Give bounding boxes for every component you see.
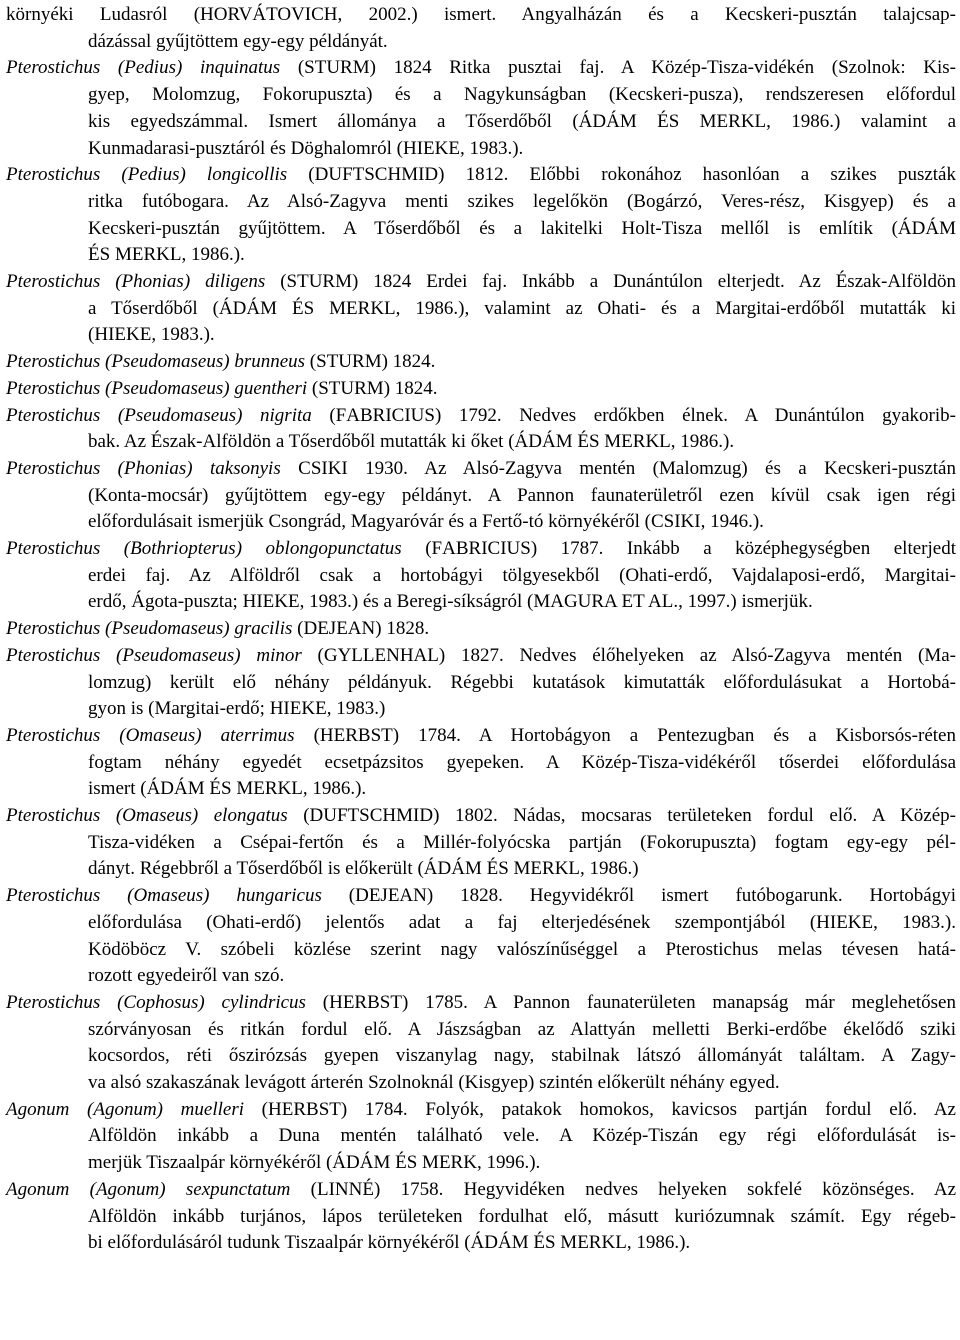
line-text: ) 1828. <box>375 618 430 640</box>
author-name: ERKL <box>716 110 767 132</box>
line-text: , 1946.). <box>700 511 764 533</box>
author-name: INNÉ <box>328 1178 374 1200</box>
author-name: DÁM ÉS <box>592 110 680 132</box>
species-name: Pterostichus (Phonias) taksonyis <box>6 457 281 479</box>
text-line <box>88 1231 956 1255</box>
text-line <box>6 804 956 828</box>
text-line <box>88 1151 956 1175</box>
species-name: Pterostichus (Pedius) longicollis <box>6 164 288 186</box>
text-line <box>88 30 956 54</box>
line-text: É <box>88 244 100 266</box>
entry-text <box>6 725 334 746</box>
text-line <box>88 484 956 508</box>
text-line <box>88 1071 956 1095</box>
text-line <box>6 350 956 374</box>
text-line <box>88 137 956 161</box>
line-text: (S <box>305 351 327 373</box>
line-text: (L <box>290 1178 329 1200</box>
author-name: ERKL <box>530 858 581 880</box>
text-line <box>88 777 956 801</box>
text-line <box>6 1178 956 1202</box>
line-text: (Konta-mocsár) gyűjtöttem egy-egy példányt. A Pannon faunaterületről ezen kívül csak igen régi <box>88 484 956 506</box>
text-line <box>6 724 956 748</box>
text-line <box>88 911 956 935</box>
line-text: , 1986.) valamint a <box>766 110 957 132</box>
text-line <box>6 644 956 668</box>
author-name: TURM <box>297 271 353 292</box>
line-text: , 1986.). <box>302 778 367 800</box>
line-text: , 1996.). <box>476 1152 541 1174</box>
line-text: (D <box>287 164 329 186</box>
entry-text <box>6 405 346 426</box>
species-name: Agonum (Agonum) sexpunctatum <box>6 1178 291 1200</box>
entry-text <box>6 538 442 559</box>
species-name: Pterostichus (Pedius) inquinatus <box>6 57 281 79</box>
line-text: (H <box>305 991 343 1013</box>
line-text: C <box>280 457 311 479</box>
line-text: M <box>679 110 717 132</box>
text-line <box>6 3 956 27</box>
author-name: DÁM ÉS <box>528 431 600 453</box>
line-text: ) 1802. Nádas, mocsaras területeken fordul elő. A Közép- <box>433 805 956 826</box>
line-text: , 1986.). <box>670 431 735 453</box>
entry-text <box>6 618 317 639</box>
line-text: ., 1997.) ismerjük. <box>673 591 813 613</box>
author-name: IEKE <box>256 591 300 613</box>
text-line <box>6 377 956 401</box>
text-line <box>88 430 956 454</box>
line-text: , 1983.) és a Beregi-síkságról (M <box>299 591 551 613</box>
author-name: IEKE <box>416 137 460 159</box>
line-text: va alsó szakaszának levágott árterén Szolnoknál (Kisgyep) szintén előkerült néhány egyed. <box>88 1072 780 1093</box>
author-name: IEKE <box>108 324 152 346</box>
line-text: (G <box>301 644 338 666</box>
text-line <box>88 190 956 214</box>
line-text: M <box>314 297 347 319</box>
line-text: Kunmadarasi-pusztáról és Döghalomról (H <box>88 137 417 159</box>
line-text: szórványosan és ritkán fordul elő. A Jászságban az Alattyán melletti Berki-erdőbe ékelődő sziki <box>88 1018 956 1040</box>
author-name: ERBST <box>333 724 393 746</box>
author-name: DÁM ÉS <box>160 778 232 800</box>
text-line <box>88 510 956 534</box>
line-text: ) 1824. <box>383 377 438 399</box>
author-name: ERKL <box>577 1232 627 1254</box>
line-text: ) 1787. Inkább a középhegységben elterjedt <box>530 538 956 559</box>
author-name: DÁM <box>911 217 956 239</box>
line-text: M <box>417 1152 439 1174</box>
text-line <box>6 56 956 80</box>
author-name: S <box>99 244 111 266</box>
text-line <box>88 323 956 347</box>
line-text: Ködöböcz V. szóbeli közlése szerint nagy valószínűséggel a Pterostichus melas tévesen hatá- <box>88 938 956 960</box>
line-text: bi előfordulásáról tudunk Tiszaalpár környékéről (Á <box>88 1232 485 1254</box>
author-name: ERKL <box>131 244 182 266</box>
line-text: Alföldön inkább a Duna mentén található vele. A Közép-Tiszán egy régi előfordulását is- <box>88 1125 956 1147</box>
text-line <box>6 537 956 561</box>
text-line <box>88 297 956 321</box>
text-line <box>88 938 956 962</box>
line-text: (H <box>244 1098 282 1120</box>
line-text: , 1986.). <box>626 1232 691 1254</box>
species-name: Pterostichus (Pseudomaseus) nigrita <box>6 404 312 426</box>
text-line <box>88 857 956 881</box>
line-text: ritka futóbogara. Az Alsó-Zagyva menti szikes legelőkön (Bogárzó, Veres-rész, Kisgyep) és a <box>88 190 956 212</box>
text-line <box>6 884 956 908</box>
species-name: Pterostichus (Omaseus) elongatus <box>6 805 288 826</box>
line-text: (F <box>401 538 443 559</box>
author-name: SIKI <box>663 511 701 533</box>
entry-text <box>6 351 327 372</box>
line-text: 1930. Az Alsó-Zagyva mentén (Malomzug) és a Kecskeri-pusztán <box>347 457 956 479</box>
line-text: , 1983.) <box>326 698 386 720</box>
line-text: ) 1785. A Pannon faunaterületen manapság már meglehetősen <box>401 991 956 1013</box>
line-text: Tisza-vidéken a Csépai-fertőn és a Millér-folyócska partján (Fokorupuszta) fogtam egy-egy pél- <box>88 831 956 853</box>
line-text: ) 1824. <box>381 351 436 373</box>
species-name: Agonum (Agonum) muelleri <box>6 1098 244 1120</box>
line-text: Kecskeri-pusztán gyűjtöttem. A Tőserdőből és a lakitelki Holt-Tisza mellől is említik (Á <box>88 217 912 239</box>
line-text: bak. Az Észak-Alföldön a Tőserdőből mutatták ki őket (Á <box>88 431 529 453</box>
author-name: DÁM ÉS <box>484 1232 556 1254</box>
entry-text <box>6 378 329 399</box>
line-text: lomzug) került elő néhány példányuk. Régebbi kutatások kimutatták előfordulásukat a Hortobá- <box>88 671 956 693</box>
line-text: M <box>231 778 254 800</box>
line-text: , 1986.). <box>181 244 245 266</box>
line-text: ) 1824 Erdei faj. Inkább a Dunántúlon elterjedt. Az Észak-Alföldön <box>352 271 956 292</box>
author-name: SIKI <box>310 457 348 479</box>
line-text: ) 1824 Ritka pusztai faj. A Közép-Tisza-vidékén (Szolnok: Kis- <box>369 57 956 79</box>
line-text: gyep, Molomzug, Fokorupuszta) és a Nagykunságban (Kecskeri-pusza), rendszeresen előfordul <box>88 84 956 106</box>
species-name: Pterostichus (Bothriopterus) oblongopunctatus <box>6 538 402 559</box>
line-text: M <box>555 1232 578 1254</box>
line-text: dázással gyűjtöttem egy-egy példányát. <box>88 30 388 52</box>
line-text: ) 1828. Hegyvidékről ismert futóbogarunk. Hortobágyi <box>426 885 956 907</box>
author-name: IEKE <box>283 698 327 720</box>
text-line <box>88 671 956 695</box>
author-name: DÁM ÉS <box>232 297 315 319</box>
text-line <box>6 1098 956 1122</box>
line-text: (D <box>292 618 318 640</box>
text-line <box>88 1205 956 1229</box>
text-line <box>88 217 956 241</box>
author-name: TURM <box>314 57 370 79</box>
line-text: előfordulásait ismerjük Csongrád, Magyaróvár és a Fertő-tó környékéről (C <box>88 511 664 533</box>
line-text: dányt. Régebbről a Tőserdőből is előkerült (Á <box>88 858 438 880</box>
author-name: ERK <box>438 1152 477 1174</box>
line-text: kis egyedszámmal. Ismert állománya a Tőserdőből (Á <box>88 110 593 132</box>
author-name: AGURA ET AL <box>550 591 674 613</box>
line-text: , 1983.). <box>873 911 957 933</box>
text-line <box>88 243 956 267</box>
author-name: ERKL <box>346 297 396 319</box>
author-name: UFTSCHMID <box>323 805 434 826</box>
author-name: DÁM ÉS <box>346 1152 418 1174</box>
species-name: Pterostichus (Cophosus) cylindricus <box>6 991 306 1013</box>
line-text: M <box>599 431 622 453</box>
entry-text <box>6 271 297 292</box>
line-text: ) 1827. Nedves élőhelyeken az Alsó-Zagyva mentén (Ma- <box>438 644 956 666</box>
line-text: ) 1792. Nedves erdőkben élnek. A Dunántúlon gyakorib- <box>434 404 956 426</box>
line-text: , 1983.). <box>151 324 215 346</box>
line-text: a Tőserdőből (Á <box>88 297 233 319</box>
species-name: Pterostichus (Omaseus) hungaricus <box>6 885 322 907</box>
line-text: (S <box>280 57 315 79</box>
author-name: ERKL <box>621 431 671 453</box>
text-line <box>88 1018 956 1042</box>
line-text: (D <box>321 885 369 907</box>
line-text: M <box>110 244 132 266</box>
entry-text <box>6 805 323 826</box>
text-line <box>88 964 956 988</box>
line-text: M <box>508 858 531 880</box>
text-line <box>6 270 956 294</box>
line-text: (S <box>265 271 298 292</box>
text-line <box>88 564 956 588</box>
text-line <box>6 404 956 428</box>
line-text: , 2002.) ismert. Angyalházán és a Kecskeri-pusztán talajcsap- <box>337 4 956 25</box>
entry-text <box>6 1099 282 1120</box>
text-line <box>88 83 956 107</box>
line-text: ) 1758. Hegyvidéken nedves helyeken sokfelé közönséges. Az <box>373 1178 957 1200</box>
line-text: gyon is (Margitai-erdő; H <box>88 698 284 720</box>
line-text: , 1986.) <box>580 858 639 880</box>
species-name: Pterostichus (Pseudomaseus) brunneus <box>6 351 306 373</box>
line-text: ) 1812. Előbbi rokonához hasonlóan a szikes puszták <box>438 164 956 186</box>
author-name: ERKL <box>253 778 303 800</box>
text-line <box>88 831 956 855</box>
line-text: kocsordos, réti őszirózsás gyepen viszanylag nagy, stabilnak látszó állományát találtam. A Zagy- <box>88 1045 956 1067</box>
author-name: ERBST <box>342 991 402 1013</box>
line-text: környéki Ludasról (H <box>6 4 214 25</box>
text-line <box>6 991 956 1015</box>
species-name: Pterostichus (Pseudomaseus) gracilis <box>6 618 293 640</box>
text-line <box>88 697 956 721</box>
line-text: ) 1784. Folyók, patakok homokos, kavicsos partján fordul elő. Az <box>340 1098 956 1120</box>
entry-text <box>6 645 338 666</box>
author-name: EJEAN <box>317 618 376 640</box>
entry-text <box>6 458 311 479</box>
author-name: YLLENHAL <box>337 644 439 666</box>
author-name: IEKE <box>829 911 874 933</box>
line-text: merjük Tiszaalpár környékéről (Á <box>88 1152 347 1174</box>
line-text: (D <box>287 805 324 826</box>
entry-text <box>6 885 369 906</box>
line-text: (S <box>307 377 329 399</box>
line-text: erdei faj. Az Alföldről csak a hortobágyi tölgyesekből (Ohati-erdő, Vajdalaposi-erdő, Margitai- <box>88 564 956 586</box>
line-text: fogtam néhány egyedét ecsetpázsitos gyepeken. A Közép-Tisza-vidékéről tőserdei előfordulása <box>88 751 956 773</box>
line-text: Alföldön inkább turjános, lápos területeken fordulhat elő, másutt kuriózumnak számít. Egy régeb- <box>88 1205 956 1227</box>
line-text: ) 1784. A Hortobágyon a Pentezugban és a Kisborsós-réten <box>392 724 956 746</box>
text-line <box>88 1124 956 1148</box>
species-name: Pterostichus (Pseudomaseus) guentheri <box>6 377 308 399</box>
line-text: , 1983.). <box>459 137 524 159</box>
line-text: erdő, Ágota-puszta; H <box>88 591 257 613</box>
author-name: ORVÁTOVICH <box>213 4 338 25</box>
entry-text <box>6 1179 329 1200</box>
text-line <box>6 457 956 481</box>
text-line <box>88 1044 956 1068</box>
line-text: (H <box>294 724 334 746</box>
author-name: TURM <box>328 377 384 399</box>
line-text: (F <box>311 404 347 426</box>
text-line <box>6 617 956 641</box>
line-text: ismert (Á <box>88 778 161 800</box>
line-text: , 1986.), valamint az Ohati- és a Margitai-erdőből mutatták ki <box>395 297 956 319</box>
text-line <box>88 110 956 134</box>
line-text: előfordulása (Ohati-erdő) jelentős adat a faj elterjedésének szempontjából (H <box>88 911 830 933</box>
author-name: DÁM ÉS <box>437 858 509 880</box>
species-name: Pterostichus (Omaseus) aterrimus <box>6 724 295 746</box>
species-name: Pterostichus (Pseudomaseus) minor <box>6 644 302 666</box>
author-name: ABRICIUS <box>442 538 531 559</box>
line-text: (H <box>88 324 109 346</box>
text-line <box>88 751 956 775</box>
entry-text <box>6 57 315 78</box>
author-name: TURM <box>326 351 382 373</box>
line-text: rozott egyedeiről van szó. <box>88 965 285 987</box>
entry-text <box>6 992 343 1013</box>
author-name: EJEAN <box>368 885 427 907</box>
author-name: ERBST <box>281 1098 341 1120</box>
author-name: UFTSCHMID <box>328 164 439 186</box>
author-name: ABRICIUS <box>346 404 435 426</box>
entry-text <box>6 164 328 185</box>
text-line <box>6 163 956 187</box>
text-line <box>88 590 956 614</box>
species-name: Pterostichus (Phonias) diligens <box>6 271 266 292</box>
